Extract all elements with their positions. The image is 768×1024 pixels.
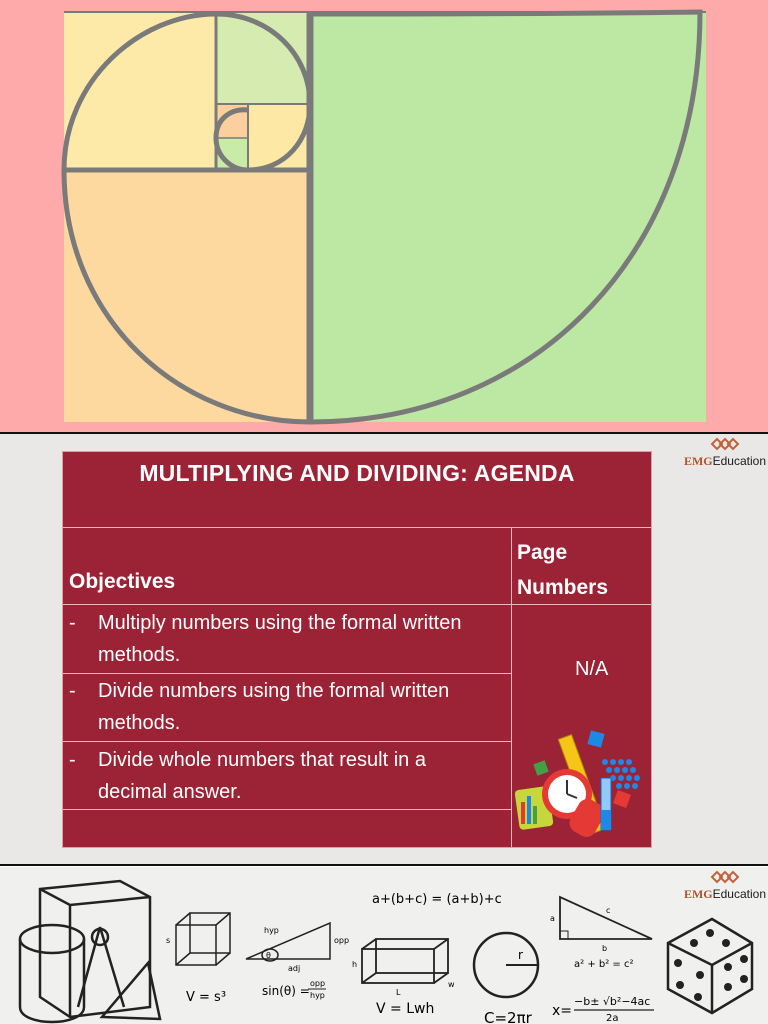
- slide-divider: [0, 864, 768, 866]
- agenda-title: MULTIPLYING AND DIVIDING: AGENDA: [139, 460, 575, 486]
- cube-side-label: s: [166, 936, 171, 945]
- pythagoras-formula: a² + b² = c²: [574, 959, 634, 970]
- emg-logo: [684, 436, 766, 470]
- sine-numerator: opp: [310, 979, 326, 988]
- objective-text: Multiply numbers using the formal written methods.: [98, 612, 462, 666]
- pythagoras-triangle: [560, 897, 652, 939]
- circumference-formula: C=2πr: [484, 1009, 532, 1024]
- logo-suffix: Education: [712, 454, 766, 468]
- row-divider: [63, 809, 511, 810]
- logo-brand: EMG: [683, 887, 713, 901]
- agenda-slide: [0, 434, 768, 864]
- objective-dash: -: [69, 749, 76, 771]
- formula-sketches: [0, 867, 768, 1024]
- prism-width-label: w: [448, 980, 455, 989]
- page-numbers-header-line1: Page: [517, 541, 568, 564]
- objective-dash: -: [69, 612, 76, 634]
- cylinder-cube-compass-sketch: [20, 881, 160, 1022]
- objective-text: Divide whole numbers that result in a decimal answer.: [98, 749, 426, 803]
- quadratic-lhs: x=: [552, 1003, 573, 1019]
- row-divider: [63, 673, 511, 674]
- row-divider: [63, 604, 651, 605]
- pyth-c-label: c: [606, 906, 611, 915]
- quadratic-numerator: −b± √b²−4ac: [574, 995, 651, 1008]
- prism-sketch: [362, 939, 448, 983]
- right-triangle-sketch: [246, 923, 330, 961]
- objective-text: Divide numbers using the formal written methods.: [98, 680, 450, 734]
- agenda-table: [62, 451, 652, 848]
- opp-label: opp: [334, 936, 350, 945]
- adj-label: adj: [288, 964, 301, 973]
- row-divider: [63, 527, 651, 528]
- radius-label: r: [518, 948, 523, 962]
- sine-formula: sin(θ) =: [262, 984, 310, 998]
- large-green-square: [310, 12, 706, 422]
- objective-item: [63, 744, 511, 808]
- golden-spiral-slide: [0, 0, 768, 432]
- prism-height-label: h: [352, 960, 358, 969]
- objective-dash: -: [69, 680, 76, 702]
- cube-volume-formula: V = s³: [186, 990, 227, 1005]
- theta-label: θ: [266, 951, 271, 960]
- quadratic-denominator: 2a: [606, 1013, 619, 1024]
- pyth-b-label: b: [602, 944, 608, 953]
- prism-volume-formula: V = Lwh: [376, 1001, 435, 1017]
- sine-denominator: hyp: [310, 991, 325, 1000]
- page-numbers-value: N/A: [575, 658, 609, 680]
- logo-suffix: Education: [712, 887, 766, 901]
- column-divider: [511, 527, 512, 847]
- page-numbers-header-line2: Numbers: [517, 576, 609, 599]
- cube-sketch: [176, 913, 230, 965]
- objective-item: [63, 607, 511, 671]
- page-numbers-header: [517, 535, 608, 605]
- pyth-a-label: a: [550, 914, 555, 923]
- hyp-label: hyp: [264, 926, 279, 935]
- row-divider: [63, 741, 511, 742]
- objectives-header: Objectives: [69, 570, 176, 593]
- formulas-slide: [0, 867, 768, 1024]
- prism-length-label: L: [396, 988, 401, 997]
- golden-spiral-graphic: [0, 0, 768, 432]
- logo-brand: EMG: [683, 454, 713, 468]
- maths-clipart: [515, 714, 647, 844]
- objective-item: [63, 675, 511, 739]
- emg-logo-icon: [684, 436, 766, 452]
- associative-formula: a+(b+c) = (a+b)+c: [372, 892, 502, 907]
- large-orange-square: [64, 170, 310, 422]
